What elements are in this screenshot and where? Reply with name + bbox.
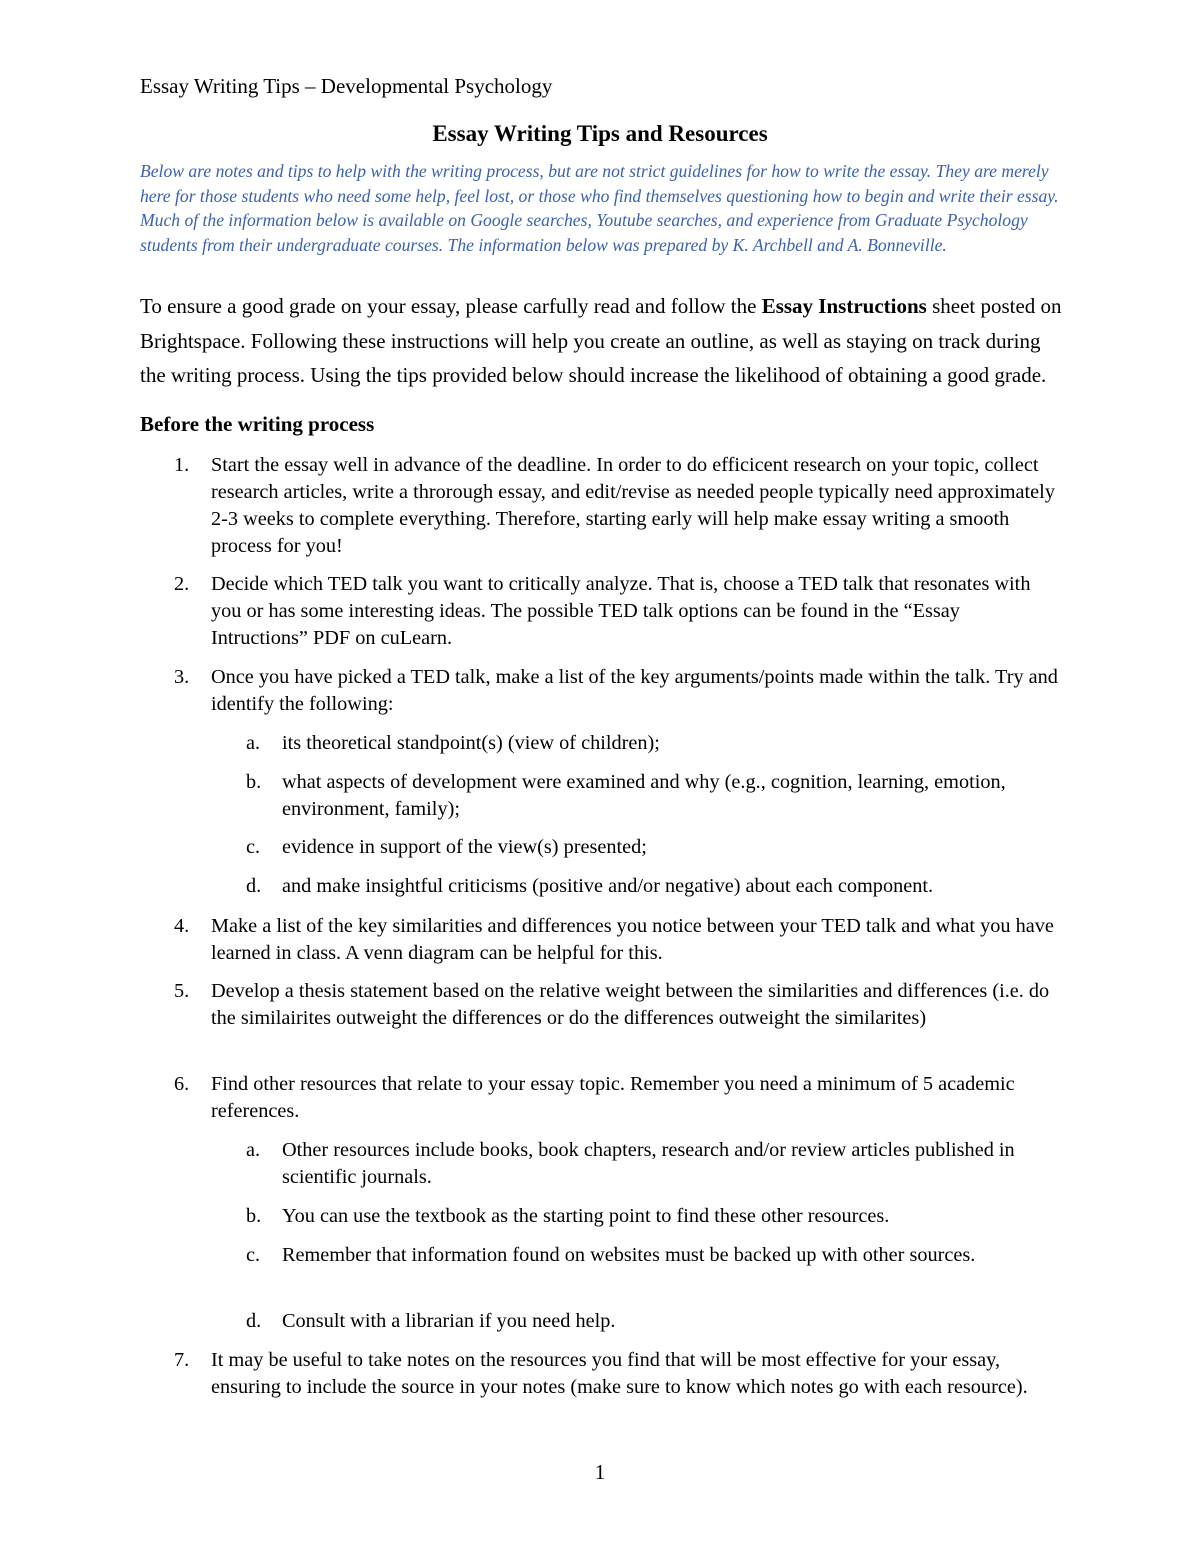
list-item-text: Develop a thesis statement based on the relative weight between the similarities and differences (i.e. do the similairites outweight the differences or do the differences outweight the similarites) [211, 980, 1050, 1029]
list-marker: 1. [174, 454, 190, 476]
list-marker: 3. [174, 666, 190, 688]
list-marker: c. [246, 1244, 261, 1266]
list-marker: b. [246, 771, 262, 793]
list-marker: a. [246, 1139, 261, 1161]
list-marker: d. [246, 875, 262, 897]
intro-paragraph-end: sheet posted on Brightspace. Following these instructions will help you create an outline, as well as staying on track during the writing process. Using the tips provided below should increase the likelihood of obtaining a good grade. [140, 294, 1062, 387]
list-marker: d. [246, 1310, 262, 1332]
intro-paragraph [140, 289, 1065, 393]
list-item-text: Once you have picked a TED talk, make a list of the key arguments/points made within the talk. Try and identify the following: [211, 666, 1058, 715]
list-marker: 4. [174, 915, 190, 937]
list-item-text: evidence in support of the view(s) presented; [282, 836, 647, 858]
running-header: Essay Writing Tips – Developmental Psychology [140, 74, 553, 98]
intro-paragraph-start: To ensure a good grade on your essay, please carfully read and follow the [140, 294, 762, 318]
list-marker: a. [246, 732, 261, 754]
list-marker: 7. [174, 1349, 190, 1371]
list-item-text: Remember that information found on websites must be backed up with other sources. [282, 1244, 976, 1266]
list-item-text: Find other resources that relate to your essay topic. Remember you need a minimum of 5 academic references. [211, 1073, 1015, 1122]
list-item-text: It may be useful to take notes on the resources you find that will be most effective for your essay, ensuring to include the source in your notes (make sure to know which notes go with each resource). [211, 1349, 1028, 1398]
list-item-text: You can use the textbook as the starting point to find these other resources. [282, 1205, 890, 1227]
page-number: 1 [594, 1460, 606, 1484]
page-title: Essay Writing Tips and Resources [432, 121, 768, 146]
list-item-text: Start the essay well in advance of the deadline. In order to do efficicent research on your topic, collect research articles, write a throrough essay, and edit/revise as needed people typically need approximately 2-3 weeks to complete everything. Therefore, starting early will help make essay writing a smooth process for you! [211, 454, 1055, 557]
list-item-text: and make insightful criticisms (positive and/or negative) about each component. [282, 875, 934, 897]
list-item-text: Consult with a librarian if you need help. [282, 1310, 616, 1332]
essay-instructions-emphasis: Essay Instructions [761, 294, 927, 318]
list-marker: c. [246, 836, 261, 858]
list-marker: 5. [174, 980, 190, 1002]
list-marker: 6. [174, 1073, 190, 1095]
section-heading: Before the writing process [140, 412, 375, 436]
list-item-text: what aspects of development were examined and why (e.g., cognition, learning, emotion, environment, family); [282, 771, 1006, 820]
list-item-text: its theoretical standpoint(s) (view of children); [282, 732, 660, 754]
list-marker: b. [246, 1205, 262, 1227]
intro-note: Below are notes and tips to help with the writing process, but are not strict guidelines for how to write the essay. They are merely here for those students who need some help, feel lost, or those who find themselves questioning how to begin and write their essay. Much of the information below is available on Google searches, Youtube searches, and experience from Graduate Psychology students from their undergraduate courses. The information below was prepared by K. Archbell and A. Bonneville. [140, 161, 1059, 255]
list-item-text: Other resources include books, book chapters, research and/or review articles published in scientific journals. [282, 1139, 1015, 1188]
list-item-text: Decide which TED talk you want to critically analyze. That is, choose a TED talk that resonates with you or has some interesting ideas. The possible TED talk options can be found in the “Essay Intructions” PDF on cuLearn. [211, 573, 1031, 649]
list-marker: 2. [174, 573, 190, 595]
list-item-text: Make a list of the key similarities and differences you notice between your TED talk and what you have learned in class. A venn diagram can be helpful for this. [211, 915, 1054, 964]
